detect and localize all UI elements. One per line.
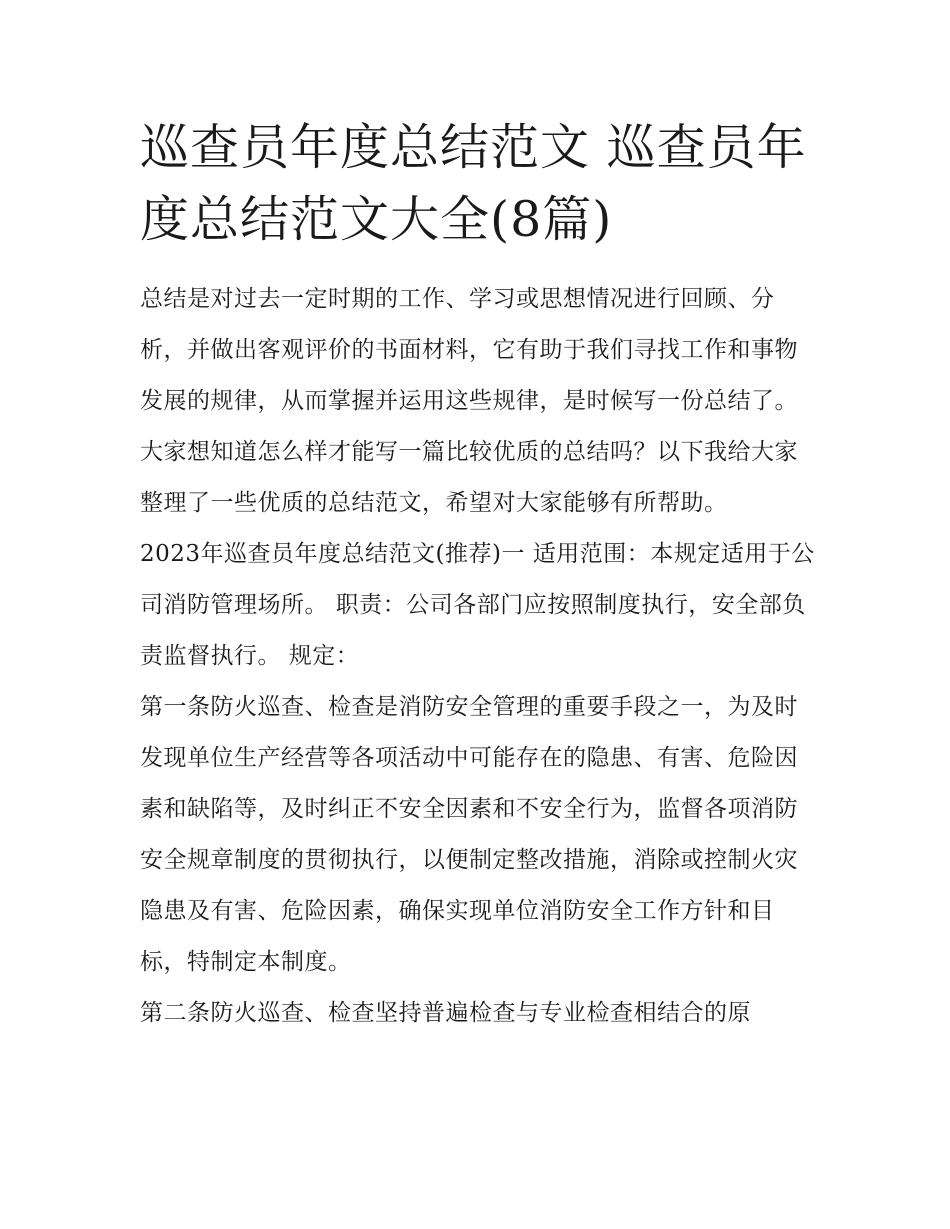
article-two-paragraph: 第二条防火巡查、检查坚持普遍检查与专业检查相结合的原 (140, 1000, 751, 1026)
article-one-paragraph: 第一条防火巡查、检查是消防安全管理的重要手段之一，为及时发现单位生产经营等各项活动中可能存在的隐患、有害、危险因素和缺陷等，及时纠正不安全因素和不安全行为，监督各项消防安全规章制度的贯彻执行，以便制定整改措施，消除或控制火灾隐患及有害、危险因素，确保实现单位消防安全工作方针和目标，特制定本制度。 (140, 694, 798, 975)
document-page (140, 112, 820, 1039)
intro-paragraph: 总结是对过去一定时期的工作、学习或思想情况进行回顾、分析，并做出客观评价的书面材料，它有助于我们寻找工作和事物发展的规律，从而掌握并运用这些规律，是时候写一份总结了。大家想知道怎么样才能写一篇比较优质的总结吗？以下我给大家整理了一些优质的总结范文，希望对大家能够有所帮助。 (140, 286, 798, 516)
document-title: 巡查员年度总结范文 巡查员年度总结范文大全(8篇) (140, 119, 807, 248)
scope-paragraph: 2023年巡查员年度总结范文(推荐)一 适用范围：本规定适用于公司消防管理场所。 职责：公司各部门应按照制度执行，安全部负责监督执行。 规定： (140, 541, 815, 669)
